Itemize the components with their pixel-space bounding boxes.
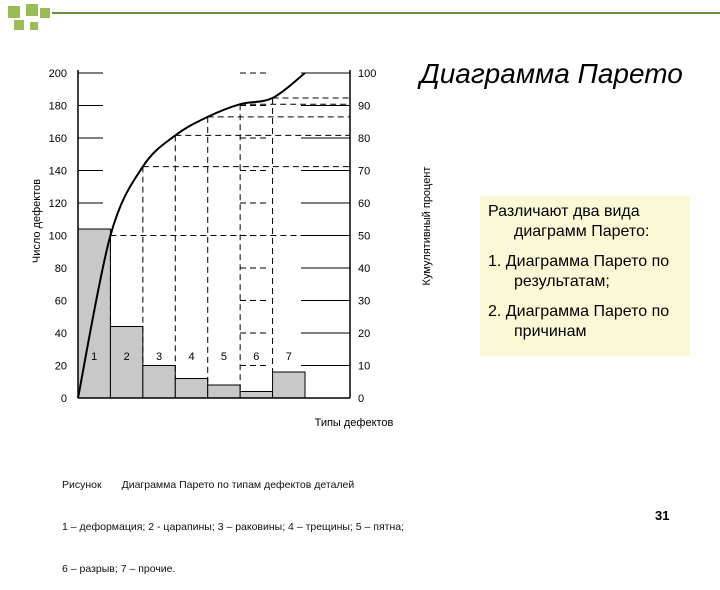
caption-line-2: 1 – деформация; 2 - царапины; 3 – раковины; 4 – трещины; 5 – пятна; bbox=[62, 521, 404, 533]
y2-tick-label: 80 bbox=[358, 133, 371, 145]
y2-tick-label: 100 bbox=[358, 68, 377, 80]
caption-label: Рисунок bbox=[62, 479, 102, 491]
bar-label: 5 bbox=[220, 351, 227, 363]
decoration-square bbox=[26, 4, 38, 16]
y-tick-label: 0 bbox=[60, 393, 67, 405]
slide-decoration bbox=[0, 0, 720, 40]
bar-label: 6 bbox=[253, 351, 260, 363]
y2-tick-label: 50 bbox=[358, 230, 371, 243]
y-tick-label: 100 bbox=[48, 230, 67, 243]
y2-tick-label: 70 bbox=[358, 165, 371, 178]
caption-title: Диаграмма Парето по типам дефектов деталей bbox=[121, 479, 355, 491]
text-box-item-1: 1. Диаграмма Парето по результатам; bbox=[488, 253, 670, 290]
text-box-intro: Различают два вида диаграмм Парето: bbox=[488, 203, 650, 240]
y-tick-label: 140 bbox=[48, 165, 67, 178]
figure-caption bbox=[62, 450, 404, 590]
y-tick-label: 120 bbox=[48, 198, 67, 210]
y2-axis-label: Кумулятивный процент bbox=[421, 166, 433, 286]
decoration-square bbox=[8, 6, 20, 18]
y-tick-label: 200 bbox=[48, 68, 67, 80]
y2-tick-label: 30 bbox=[358, 295, 371, 308]
bar-label: 1 bbox=[91, 351, 98, 363]
bar bbox=[143, 366, 175, 399]
y-axis-ticks bbox=[49, 68, 67, 405]
decoration-square bbox=[30, 22, 38, 30]
caption-line-3: 6 – разрыв; 7 – прочие. bbox=[62, 563, 176, 575]
bar-label: 2 bbox=[123, 351, 130, 363]
pareto-chart bbox=[0, 40, 480, 440]
y-tick-label: 180 bbox=[48, 100, 67, 113]
bar bbox=[273, 372, 305, 398]
y-tick-label: 80 bbox=[54, 263, 67, 275]
y2-tick-label: 60 bbox=[358, 198, 371, 210]
y2-tick-label: 10 bbox=[358, 360, 371, 373]
bar-label: 7 bbox=[285, 351, 292, 363]
chart-dashed-lines bbox=[110, 98, 350, 391]
y-tick-label: 60 bbox=[54, 295, 67, 308]
y2-tick-label: 90 bbox=[358, 100, 371, 113]
x-axis-label: Типы дефектов bbox=[314, 417, 394, 429]
y-axis-label: Число дефектов bbox=[31, 178, 43, 264]
chart-bars bbox=[78, 229, 305, 398]
decoration-square bbox=[40, 8, 50, 18]
y2-axis-ticks bbox=[358, 68, 376, 405]
bar bbox=[175, 379, 207, 399]
bar bbox=[208, 385, 240, 398]
bar-label: 3 bbox=[156, 351, 163, 363]
y-tick-label: 20 bbox=[54, 360, 67, 373]
page-number: 31 bbox=[655, 508, 670, 523]
y2-tick-label: 40 bbox=[358, 263, 371, 275]
bar bbox=[240, 392, 272, 399]
bar-label: 4 bbox=[188, 351, 195, 363]
y2-tick-label: 0 bbox=[358, 393, 365, 405]
decoration-square bbox=[14, 20, 24, 30]
y-tick-label: 160 bbox=[48, 133, 67, 145]
y-tick-label: 40 bbox=[54, 328, 67, 340]
y2-tick-label: 20 bbox=[358, 328, 371, 340]
text-box bbox=[480, 196, 690, 356]
caption-line-1 bbox=[62, 478, 404, 492]
slide-title: Диаграмма Парето bbox=[420, 58, 683, 89]
text-box-item-2: 2. Диаграмма Парето по причинам bbox=[488, 303, 670, 340]
